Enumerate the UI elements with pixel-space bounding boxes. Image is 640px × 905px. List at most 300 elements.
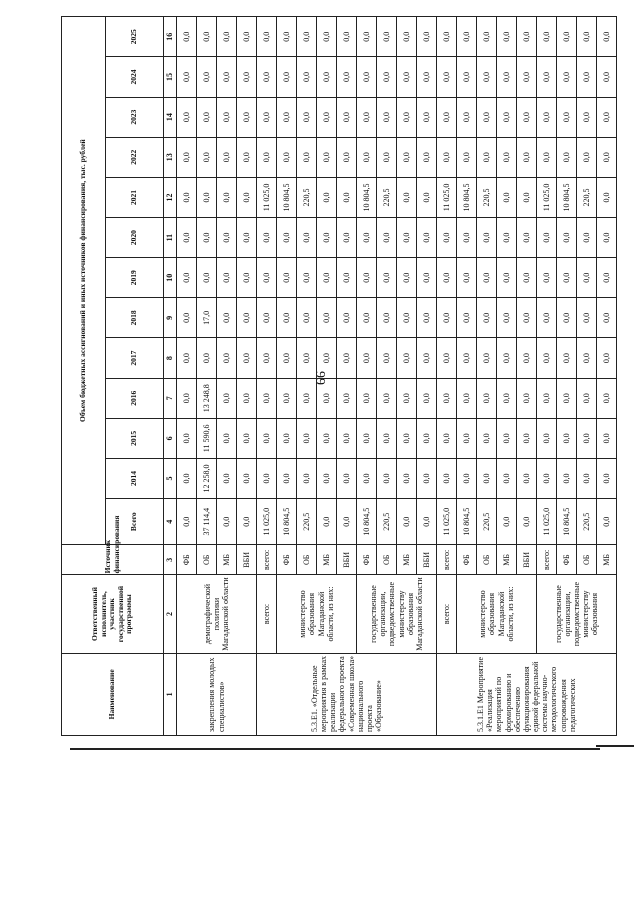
- amount-cell: 17,0: [197, 298, 217, 338]
- amount-cell: 0,0: [497, 177, 517, 217]
- amount-cell: 0,0: [577, 378, 597, 418]
- amount-cell: 0,0: [517, 57, 537, 97]
- amount-cell: 0,0: [477, 298, 497, 338]
- amount-cell: 0,0: [577, 218, 597, 258]
- amount-cell: 0,0: [337, 258, 357, 298]
- amount-cell: 0,0: [297, 97, 317, 137]
- amount-cell: 0,0: [237, 378, 257, 418]
- funding-source: ФБ: [357, 545, 377, 575]
- funding-source: ФБ: [457, 545, 477, 575]
- amount-cell: 0,0: [177, 378, 197, 418]
- amount-cell: 0,0: [417, 218, 437, 258]
- header-executor: Ответственный исполнитель, участник государственной программы: [62, 575, 164, 653]
- funding-source: ОБ: [197, 545, 217, 575]
- amount-cell: 0,0: [317, 218, 337, 258]
- amount-cell: 0,0: [557, 338, 577, 378]
- executor-organizations: государственные организации, подведомственные министерству образования: [537, 575, 617, 653]
- funding-source: ФБ: [277, 545, 297, 575]
- amount-cell: 0,0: [457, 458, 477, 498]
- amount-cell: 0,0: [217, 137, 237, 177]
- funding-source: МБ: [497, 545, 517, 575]
- funding-source: МБ: [597, 545, 617, 575]
- amount-cell: 0,0: [517, 17, 537, 57]
- amount-cell: 0,0: [237, 338, 257, 378]
- amount-cell: 0,0: [177, 218, 197, 258]
- amount-cell: 0,0: [277, 97, 297, 137]
- scan-line-short: [596, 745, 634, 747]
- amount-cell: 10 804,5: [457, 177, 477, 217]
- amount-cell: 0,0: [257, 137, 277, 177]
- amount-cell: 0,0: [517, 499, 537, 545]
- amount-cell: 0,0: [277, 338, 297, 378]
- amount-cell: 0,0: [217, 418, 237, 458]
- funding-source: ОБ: [477, 545, 497, 575]
- rotated-table-sheet: [61, 16, 611, 736]
- amount-cell: 0,0: [437, 17, 457, 57]
- program-name: 5.3.1.Е1 Мероприятие «Реализация мероприятий по формированию и обеспечению функционирования единой федеральной системы научно-методологического сопровождения педагогических: [437, 653, 617, 735]
- amount-cell: 0,0: [577, 258, 597, 298]
- amount-cell: 10 804,5: [357, 177, 377, 217]
- amount-cell: 0,0: [337, 137, 357, 177]
- header-year: 2020: [106, 218, 164, 258]
- amount-cell: 0,0: [197, 218, 217, 258]
- amount-cell: 0,0: [197, 338, 217, 378]
- amount-cell: 0,0: [517, 418, 537, 458]
- amount-cell: 0,0: [257, 458, 277, 498]
- amount-cell: 0,0: [317, 17, 337, 57]
- amount-cell: 0,0: [597, 499, 617, 545]
- funding-source: ОБ: [297, 545, 317, 575]
- amount-cell: 0,0: [397, 458, 417, 498]
- amount-cell: 0,0: [437, 458, 457, 498]
- header-year: 2014: [106, 458, 164, 498]
- amount-cell: 0,0: [197, 97, 217, 137]
- amount-cell: 0,0: [197, 57, 217, 97]
- amount-cell: 0,0: [517, 338, 537, 378]
- amount-cell: 0,0: [497, 418, 517, 458]
- amount-cell: 0,0: [557, 258, 577, 298]
- amount-cell: 0,0: [577, 298, 597, 338]
- column-number: 4: [164, 499, 177, 545]
- header-funding: Объем бюджетных ассигнований и иных источников финансирования, тыс. рублей: [62, 17, 106, 545]
- amount-cell: 0,0: [417, 418, 437, 458]
- amount-cell: 0,0: [557, 17, 577, 57]
- amount-cell: 0,0: [237, 258, 257, 298]
- amount-cell: 0,0: [337, 17, 357, 57]
- amount-cell: 220,5: [377, 177, 397, 217]
- amount-cell: 0,0: [597, 177, 617, 217]
- amount-cell: 0,0: [177, 97, 197, 137]
- amount-cell: 10 804,5: [557, 177, 577, 217]
- header-year: 2022: [106, 137, 164, 177]
- amount-cell: 0,0: [237, 17, 257, 57]
- amount-cell: 0,0: [297, 258, 317, 298]
- funding-source: ВБИ: [517, 545, 537, 575]
- amount-cell: 0,0: [577, 458, 597, 498]
- amount-cell: 0,0: [377, 418, 397, 458]
- amount-cell: 0,0: [597, 378, 617, 418]
- amount-cell: 0,0: [517, 378, 537, 418]
- amount-cell: 0,0: [377, 338, 397, 378]
- amount-cell: 0,0: [437, 137, 457, 177]
- amount-cell: 0,0: [457, 97, 477, 137]
- amount-cell: 0,0: [397, 499, 417, 545]
- funding-source: всего:: [437, 545, 457, 575]
- amount-cell: 0,0: [577, 97, 597, 137]
- amount-cell: 0,0: [497, 338, 517, 378]
- amount-cell: 0,0: [317, 137, 337, 177]
- amount-cell: 0,0: [517, 298, 537, 338]
- amount-cell: 0,0: [197, 17, 217, 57]
- amount-cell: 0,0: [357, 17, 377, 57]
- executor-total: всего:: [437, 575, 457, 653]
- amount-cell: 0,0: [477, 418, 497, 458]
- amount-cell: 0,0: [217, 97, 237, 137]
- funding-source: ФБ: [177, 545, 197, 575]
- amount-cell: 0,0: [377, 17, 397, 57]
- amount-cell: 11 025,0: [257, 499, 277, 545]
- amount-cell: 0,0: [337, 57, 357, 97]
- amount-cell: 0,0: [337, 418, 357, 458]
- table-row: [457, 17, 477, 736]
- amount-cell: 0,0: [557, 97, 577, 137]
- executor: демографической политики Магаданской области: [177, 575, 257, 653]
- amount-cell: 0,0: [457, 338, 477, 378]
- amount-cell: 0,0: [197, 258, 217, 298]
- amount-cell: 0,0: [497, 218, 517, 258]
- header-name: Наименование: [62, 653, 164, 735]
- amount-cell: 0,0: [357, 218, 377, 258]
- amount-cell: 0,0: [437, 57, 457, 97]
- amount-cell: 0,0: [537, 298, 557, 338]
- amount-cell: 0,0: [317, 177, 337, 217]
- column-number: 1: [164, 653, 177, 735]
- amount-cell: 0,0: [397, 418, 417, 458]
- amount-cell: 0,0: [317, 97, 337, 137]
- amount-cell: 0,0: [537, 338, 557, 378]
- amount-cell: 0,0: [217, 218, 237, 258]
- amount-cell: 0,0: [217, 499, 237, 545]
- amount-cell: 0,0: [177, 499, 197, 545]
- amount-cell: 11 025,0: [257, 177, 277, 217]
- amount-cell: 0,0: [417, 378, 437, 418]
- page-number: 99: [312, 371, 327, 385]
- amount-cell: 220,5: [377, 499, 397, 545]
- amount-cell: 0,0: [457, 418, 477, 458]
- amount-cell: 0,0: [417, 57, 437, 97]
- amount-cell: 220,5: [297, 499, 317, 545]
- amount-cell: 0,0: [397, 137, 417, 177]
- amount-cell: 0,0: [557, 298, 577, 338]
- amount-cell: 0,0: [537, 57, 557, 97]
- amount-cell: 0,0: [577, 137, 597, 177]
- amount-cell: 0,0: [437, 298, 457, 338]
- amount-cell: 0,0: [237, 218, 257, 258]
- amount-cell: 0,0: [357, 298, 377, 338]
- amount-cell: 0,0: [357, 97, 377, 137]
- amount-cell: 0,0: [417, 298, 437, 338]
- amount-cell: 0,0: [497, 458, 517, 498]
- amount-cell: 0,0: [177, 258, 197, 298]
- amount-cell: 0,0: [377, 458, 397, 498]
- amount-cell: 0,0: [517, 218, 537, 258]
- amount-cell: 0,0: [317, 458, 337, 498]
- amount-cell: 0,0: [577, 418, 597, 458]
- amount-cell: 0,0: [397, 298, 417, 338]
- amount-cell: 0,0: [417, 499, 437, 545]
- amount-cell: 0,0: [257, 97, 277, 137]
- amount-cell: 0,0: [417, 137, 437, 177]
- funding-source: МБ: [397, 545, 417, 575]
- amount-cell: 0,0: [237, 97, 257, 137]
- column-number: 9: [164, 298, 177, 338]
- amount-cell: 0,0: [217, 177, 237, 217]
- amount-cell: 0,0: [477, 57, 497, 97]
- table-row: [257, 17, 277, 736]
- amount-cell: 0,0: [377, 258, 397, 298]
- amount-cell: 0,0: [277, 458, 297, 498]
- column-number: 11: [164, 218, 177, 258]
- amount-cell: 0,0: [457, 378, 477, 418]
- amount-cell: 0,0: [197, 137, 217, 177]
- executor-ministry: министерство образования Магаданской области, из них:: [277, 575, 357, 653]
- column-number: 16: [164, 17, 177, 57]
- funding-source: ФБ: [557, 545, 577, 575]
- header-year: 2019: [106, 258, 164, 298]
- amount-cell: 0,0: [377, 378, 397, 418]
- amount-cell: 0,0: [577, 338, 597, 378]
- amount-cell: 0,0: [457, 17, 477, 57]
- amount-cell: 0,0: [257, 218, 277, 258]
- amount-cell: 0,0: [237, 499, 257, 545]
- column-number: 6: [164, 418, 177, 458]
- amount-cell: 0,0: [477, 97, 497, 137]
- amount-cell: 0,0: [177, 458, 197, 498]
- header-year: 2025: [106, 17, 164, 57]
- header-year: 2015: [106, 418, 164, 458]
- column-number: 10: [164, 258, 177, 298]
- amount-cell: 0,0: [517, 258, 537, 298]
- amount-cell: 10 804,5: [277, 499, 297, 545]
- amount-cell: 0,0: [177, 177, 197, 217]
- amount-cell: 37 114,4: [197, 499, 217, 545]
- amount-cell: 0,0: [597, 258, 617, 298]
- amount-cell: 0,0: [237, 137, 257, 177]
- amount-cell: 0,0: [397, 17, 417, 57]
- executor-ministry: министерство образования Магаданской области, из них:: [457, 575, 537, 653]
- amount-cell: 0,0: [337, 298, 357, 338]
- amount-cell: 0,0: [177, 338, 197, 378]
- funding-source: ОБ: [577, 545, 597, 575]
- amount-cell: 0,0: [237, 57, 257, 97]
- amount-cell: 0,0: [597, 458, 617, 498]
- amount-cell: 0,0: [437, 338, 457, 378]
- amount-cell: 10 804,5: [277, 177, 297, 217]
- executor-total: всего:: [257, 575, 277, 653]
- amount-cell: 0,0: [297, 137, 317, 177]
- amount-cell: 0,0: [377, 218, 397, 258]
- amount-cell: 11 025,0: [437, 499, 457, 545]
- amount-cell: 0,0: [557, 57, 577, 97]
- funding-source: ОБ: [377, 545, 397, 575]
- funding-source: ВБИ: [417, 545, 437, 575]
- amount-cell: 0,0: [557, 137, 577, 177]
- funding-source: всего:: [257, 545, 277, 575]
- column-number: 7: [164, 378, 177, 418]
- header-year: 2021: [106, 177, 164, 217]
- amount-cell: 220,5: [577, 499, 597, 545]
- amount-cell: 0,0: [257, 418, 277, 458]
- amount-cell: 0,0: [477, 378, 497, 418]
- amount-cell: 0,0: [377, 57, 397, 97]
- funding-table: [61, 16, 617, 736]
- amount-cell: 0,0: [457, 258, 477, 298]
- amount-cell: 0,0: [297, 378, 317, 418]
- executor-organizations: государственные организации, подведомственные министерству образования Магаданской области: [357, 575, 437, 653]
- column-number: 12: [164, 177, 177, 217]
- amount-cell: 0,0: [297, 338, 317, 378]
- amount-cell: 0,0: [337, 218, 357, 258]
- amount-cell: 0,0: [437, 258, 457, 298]
- amount-cell: 0,0: [177, 298, 197, 338]
- amount-cell: 0,0: [357, 458, 377, 498]
- amount-cell: 0,0: [317, 338, 337, 378]
- amount-cell: 0,0: [317, 418, 337, 458]
- amount-cell: 0,0: [557, 458, 577, 498]
- scan-line-long: [70, 748, 600, 750]
- amount-cell: 0,0: [337, 499, 357, 545]
- amount-cell: 0,0: [517, 137, 537, 177]
- amount-cell: 0,0: [477, 258, 497, 298]
- amount-cell: 0,0: [397, 57, 417, 97]
- amount-cell: 0,0: [277, 17, 297, 57]
- amount-cell: 0,0: [357, 418, 377, 458]
- amount-cell: 11 025,0: [537, 499, 557, 545]
- amount-cell: 0,0: [577, 57, 597, 97]
- amount-cell: 0,0: [337, 378, 357, 418]
- funding-source: ВБИ: [337, 545, 357, 575]
- column-number: 15: [164, 57, 177, 97]
- amount-cell: 0,0: [257, 17, 277, 57]
- amount-cell: 0,0: [497, 258, 517, 298]
- amount-cell: 0,0: [337, 97, 357, 137]
- amount-cell: 0,0: [297, 17, 317, 57]
- amount-cell: 0,0: [437, 97, 457, 137]
- column-number: 8: [164, 338, 177, 378]
- amount-cell: 0,0: [337, 338, 357, 378]
- amount-cell: 0,0: [237, 177, 257, 217]
- amount-cell: 10 804,5: [457, 499, 477, 545]
- amount-cell: 0,0: [317, 57, 337, 97]
- header-year: 2024: [106, 57, 164, 97]
- amount-cell: 0,0: [417, 97, 437, 137]
- amount-cell: 0,0: [297, 218, 317, 258]
- column-number: 2: [164, 575, 177, 653]
- table-row: [357, 17, 377, 736]
- amount-cell: 0,0: [177, 17, 197, 57]
- amount-cell: 0,0: [217, 378, 237, 418]
- amount-cell: 0,0: [457, 218, 477, 258]
- amount-cell: 0,0: [177, 418, 197, 458]
- amount-cell: 0,0: [597, 17, 617, 57]
- amount-cell: 0,0: [497, 57, 517, 97]
- amount-cell: 0,0: [257, 57, 277, 97]
- amount-cell: 0,0: [277, 378, 297, 418]
- amount-cell: 12 258,0: [197, 458, 217, 498]
- amount-cell: 0,0: [257, 258, 277, 298]
- amount-cell: 220,5: [577, 177, 597, 217]
- amount-cell: 0,0: [317, 258, 337, 298]
- funding-source: МБ: [317, 545, 337, 575]
- amount-cell: 0,0: [357, 378, 377, 418]
- header-total: Всего: [106, 499, 164, 545]
- amount-cell: 0,0: [277, 298, 297, 338]
- amount-cell: 0,0: [197, 177, 217, 217]
- amount-cell: 0,0: [237, 458, 257, 498]
- amount-cell: 0,0: [357, 258, 377, 298]
- amount-cell: 0,0: [257, 298, 277, 338]
- amount-cell: 0,0: [517, 458, 537, 498]
- amount-cell: 0,0: [297, 298, 317, 338]
- amount-cell: 0,0: [217, 338, 237, 378]
- amount-cell: 0,0: [477, 458, 497, 498]
- amount-cell: 0,0: [597, 137, 617, 177]
- amount-cell: 0,0: [237, 298, 257, 338]
- amount-cell: 0,0: [537, 418, 557, 458]
- amount-cell: 0,0: [177, 57, 197, 97]
- amount-cell: 0,0: [277, 418, 297, 458]
- amount-cell: 0,0: [497, 298, 517, 338]
- amount-cell: 0,0: [457, 298, 477, 338]
- program-name: 5.3.Е1. «Отдельные мероприятия в рамках реализации федерального проекта «Современная школа» национального проекта «Образование»: [257, 653, 437, 735]
- amount-cell: 0,0: [597, 418, 617, 458]
- header-year: 2018: [106, 298, 164, 338]
- rotated-table-frame: [61, 16, 611, 736]
- amount-cell: 0,0: [537, 458, 557, 498]
- amount-cell: 0,0: [257, 338, 277, 378]
- amount-cell: 0,0: [537, 378, 557, 418]
- amount-cell: 0,0: [277, 258, 297, 298]
- amount-cell: 0,0: [277, 57, 297, 97]
- amount-cell: 0,0: [497, 17, 517, 57]
- amount-cell: 0,0: [177, 137, 197, 177]
- amount-cell: 0,0: [477, 17, 497, 57]
- amount-cell: 0,0: [337, 458, 357, 498]
- amount-cell: 0,0: [417, 458, 437, 498]
- amount-cell: 0,0: [217, 17, 237, 57]
- amount-cell: 0,0: [497, 499, 517, 545]
- column-number-row: [164, 17, 177, 736]
- header-year: 2023: [106, 97, 164, 137]
- amount-cell: 0,0: [537, 218, 557, 258]
- amount-cell: 0,0: [597, 97, 617, 137]
- column-number: 14: [164, 97, 177, 137]
- amount-cell: 0,0: [437, 378, 457, 418]
- amount-cell: 0,0: [557, 218, 577, 258]
- amount-cell: 0,0: [597, 218, 617, 258]
- amount-cell: 11 025,0: [537, 177, 557, 217]
- amount-cell: 0,0: [477, 218, 497, 258]
- amount-cell: 0,0: [217, 258, 237, 298]
- table-row: [277, 17, 297, 736]
- amount-cell: 11 025,0: [437, 177, 457, 217]
- amount-cell: 0,0: [317, 499, 337, 545]
- header-year: 2017: [106, 338, 164, 378]
- amount-cell: 0,0: [357, 137, 377, 177]
- amount-cell: 0,0: [357, 57, 377, 97]
- amount-cell: 0,0: [577, 17, 597, 57]
- amount-cell: 0,0: [597, 298, 617, 338]
